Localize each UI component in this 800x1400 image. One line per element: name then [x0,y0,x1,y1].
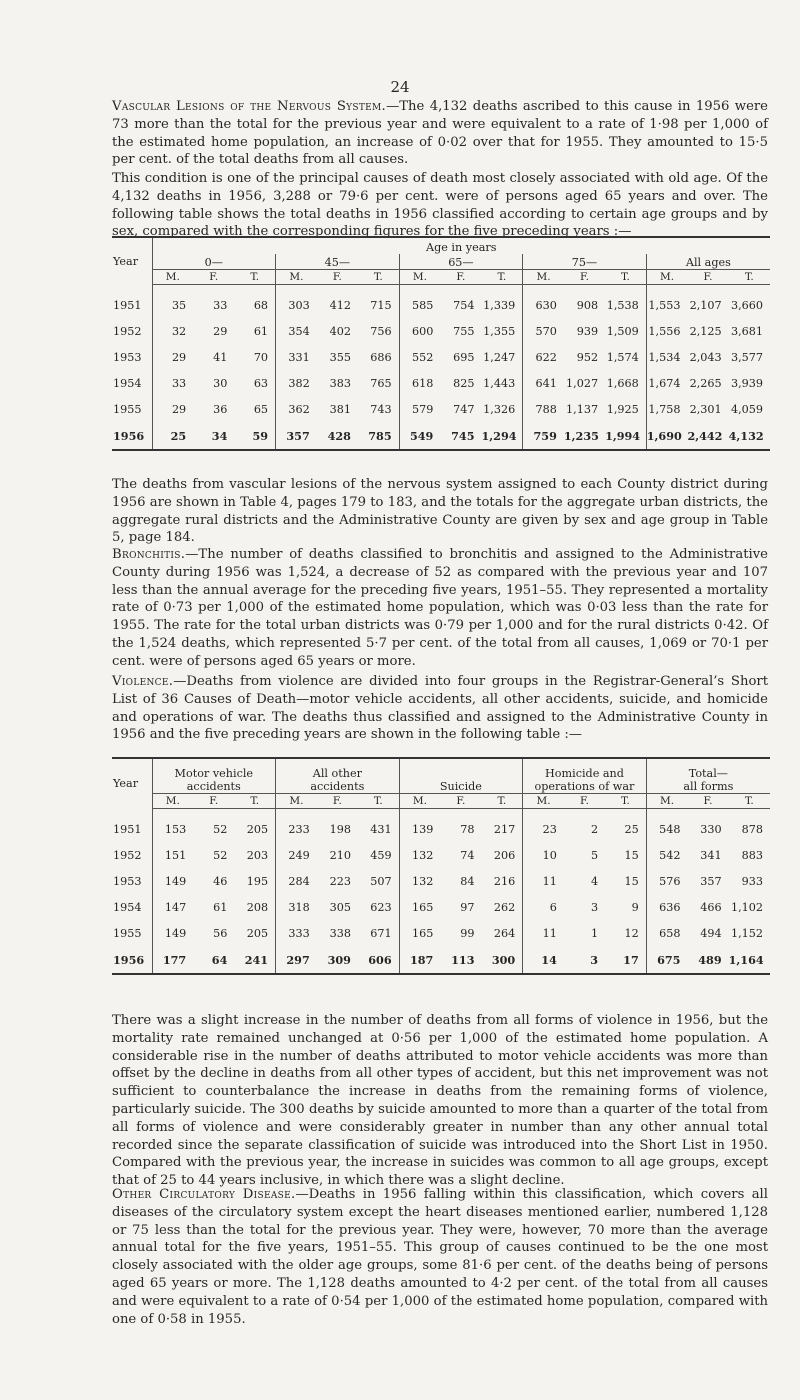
table-cell: 97 [460,901,475,914]
table-cell: 489 [698,952,722,967]
table-cell: 1,164 [728,952,764,967]
section-heading: Vascular Lesions of the Nervous System. [112,99,387,114]
table-cell: 585 [411,299,434,312]
table-cell: 755 [453,325,475,338]
table-cell: 305 [329,901,351,914]
table-cell: 46 [213,875,228,888]
section-heading: Violence. [112,674,174,689]
table-cell: 542 [659,849,681,862]
table-cell: 61 [213,901,228,914]
table-cell: 210 [329,849,351,862]
sex-subheader: F. [193,794,234,809]
table-cell: 5 [590,849,599,862]
group-header-line: operations of war [534,780,635,793]
table-row [112,293,770,319]
table-cell: 878 [741,823,763,836]
sex-subheader: M. [399,794,440,809]
table-cell: 2,125 [689,325,722,338]
table-cell: 412 [329,299,351,312]
sex-subheader: T. [605,270,646,285]
sex-subheader: F. [564,794,605,809]
table-cell: 3,681 [730,325,763,338]
table-cell: 12 [605,921,646,947]
table-cell: 35 [171,299,187,312]
table-cell: 636 [659,901,681,914]
table-cell: 132 [411,849,434,862]
table-cell: 15 [605,843,646,869]
table-cell: 151 [164,849,187,862]
year-cell: 1951 [112,293,152,319]
sex-subheader: T. [234,270,275,285]
table-cell: 754 [453,299,475,312]
table-cell: 9 [605,895,646,921]
table-cell: 600 [411,325,434,338]
table-cell: 147 [164,901,187,914]
sex-subheader: M. [646,270,687,285]
sex-subheader: T. [234,794,275,809]
table-cell: 2 [590,823,599,836]
table-cell: 576 [659,875,681,888]
table-cell: 264 [482,921,523,947]
table-cell: 149 [164,927,187,940]
group-header-line: all forms [683,780,734,793]
table-cell: 331 [288,351,310,364]
table-cell: 3 [590,901,599,914]
table-cell: 1,534 [648,351,681,364]
table-cell: 84 [460,875,475,888]
table-row [112,345,770,371]
group-header-line: Homicide and [545,767,624,780]
table-cell: 217 [482,817,523,843]
table-cell: 177 [162,952,187,967]
table-row [112,843,770,869]
table-cell: 357 [286,428,310,443]
sex-subheader: F. [193,270,234,285]
sex-subheader: F. [687,794,728,809]
table-cell: 715 [358,293,399,319]
table-cell: 64 [211,952,228,967]
table-cell: 333 [288,927,310,940]
year-cell: 1955 [112,921,152,947]
year-cell: 1953 [112,869,152,895]
table-cell: 1,235 [563,428,599,443]
group-header-line: accidents [186,780,241,793]
table-cell: 671 [358,921,399,947]
sex-subheader: M. [152,270,193,285]
page-number: 24 [390,78,410,96]
table-cell: 3,660 [730,299,763,312]
table-cell: 25 [170,428,187,443]
table-cell: 383 [329,377,351,390]
table-cell: 1,326 [482,397,523,423]
table-cell: 357 [700,875,722,888]
sex-subheader: M. [646,794,687,809]
table-cell: 11 [542,875,557,888]
table-cell: 952 [576,351,599,364]
table-cell: 65 [234,397,275,423]
sex-subheader: M. [276,270,317,285]
table-cell: 34 [211,428,228,443]
table-cell: 1,994 [605,423,646,450]
table-cell: 198 [329,823,351,836]
table-cell: 153 [164,823,187,836]
table-cell: 1 [590,927,599,940]
table-cell: 355 [329,351,351,364]
table-cell: 139 [411,823,434,836]
table-cell: 330 [700,823,722,836]
circulatory-paragraph [112,1186,768,1328]
table-cell: 74 [460,849,475,862]
table-cell: 203 [234,843,275,869]
group-header [399,759,523,794]
table-cell: 1,690 [646,428,682,443]
county-districts-paragraph: The deaths from vascular lesions of the nervous system assigned to each County district during 1956 are shown in Table 4, pages 179 to 183, and the totals for the aggregate urban districts, the aggregate rural districts and the Administrative County are given by sex and age group in Table 5, page 184. [112,477,768,546]
table-cell: 759 [533,428,557,443]
table-cell: 548 [659,823,681,836]
group-header: 0— [152,254,276,270]
table-cell: 61 [234,319,275,345]
year-cell: 1952 [112,319,152,345]
table-cell: 2,043 [689,351,722,364]
paragraph-text: —Deaths from violence are divided into four groups in the Registrar-General’s Short List of 36 Causes of Death—motor vehicle accidents, all other accidents, suicide, and homicide and operations of war. The deaths thus classified and assigned to the Administrative County in 1956 and the five preceding years are shown in the following table :— [112,674,768,743]
table-cell: 208 [234,895,275,921]
table-cell: 70 [234,345,275,371]
age-span-header: Age in years [426,241,497,254]
sex-subheader: T. [358,794,399,809]
table-cell: 52 [213,849,228,862]
year-cell: 1954 [112,895,152,921]
table-cell: 1,152 [730,927,763,940]
table-cell: 570 [535,325,557,338]
section-heading: Bronchitis. [112,547,186,562]
table-cell: 205 [234,921,275,947]
table-cell: 622 [535,351,557,364]
table-row [112,817,770,843]
table-cell: 149 [164,875,187,888]
table-cell: 23 [542,823,557,836]
table-cell: 309 [327,952,351,967]
paragraph-text: —Deaths in 1956 falling within this classification, which covers all diseases of the circulatory system except the heart diseases mentioned earlier, numbered 1,128 or 75 less than the total for the previous year. They were, however, 70 more than the average annual total for the five years, 1951–55. This group of causes continued to be the one most closely associated with the older age groups, some 81·6 per cent. of the deaths being of persons aged 65 years or more. The 1,128 deaths amounted to 4·2 per cent. of the total from all causes and were equivalent to a rate of 0·54 per 1,000 of the estimated home population, compared with one of 0·58 in 1955. [112,1187,768,1327]
table-cell: 1,925 [605,397,646,423]
table-row [112,423,770,450]
table-cell: 1,247 [482,345,523,371]
table-cell: 52 [213,823,228,836]
table-cell: 630 [535,299,557,312]
group-header-line: Motor vehicle [174,767,254,780]
table-cell: 618 [411,377,434,390]
table-cell: 908 [576,299,599,312]
paragraph-text: —The 4,132 deaths ascribed to this cause in 1956 were 73 more than the total for the previous year and were equivalent to a rate of 1·98 per 1,000 of the estimated home population, an increase of 0·02 over that for 1955. They amounted to 15·5 per cent. of the total deaths from all causes. [112,99,768,168]
year-cell: 1956 [112,947,152,974]
table-cell: 695 [453,351,475,364]
table-cell: 1,538 [605,293,646,319]
table-row [112,895,770,921]
table-cell: 36 [213,403,228,416]
table-cell: 939 [576,325,599,338]
violence-paragraph [112,673,768,744]
group-header [152,759,276,794]
table-cell: 284 [288,875,310,888]
table-cell: 362 [288,403,310,416]
table-cell: 658 [659,927,681,940]
table-cell: 1,553 [648,299,681,312]
age-intro-paragraph: This condition is one of the principal causes of death most closely associated with old age. Of the 4,132 deaths in 1956, 3,288 or 79·6 per cent. were of persons aged 65 years and over. The following table shows the total deaths in 1956 classified according to certain age groups and by sex, compared with the corresponding figures for the five preceding years :— [112,171,768,240]
table-cell: 459 [358,843,399,869]
group-header [276,759,400,794]
table-cell: 216 [482,869,523,895]
table-cell: 32 [171,325,187,338]
table-cell: 2,265 [689,377,722,390]
table-cell: 382 [288,377,310,390]
table-cell: 788 [535,403,557,416]
table-cell: 606 [358,947,399,974]
sex-subheader: M. [399,270,440,285]
table-cell: 3 [590,952,599,967]
table-cell: 675 [657,952,681,967]
violence-discussion-paragraph: There was a slight increase in the number of deaths from all forms of violence in 1956, but the mortality rate remained unchanged at 0·56 per 1,000 of the estimated home population. A considerable rise in the number of deaths attributed to motor vehicle accidents was more than offset by the decline in deaths from all other types of accident, but this net improvement was not sufficient to counterbalance the increase in deaths from the remaining forms of violence, particularly suicide. The 300 deaths by suicide amounted to more than a quarter of the total from all forms of violence and were considerably greater in number than any other annual total recorded since the separate classification of suicide was introduced into the Short List in 1950. Compared with the previous year, the increase in suicides was common to all age groups, except that of 25 to 44 years inclusive, in which there was a slight decline. [112,1013,768,1189]
table-cell: 318 [288,901,310,914]
group-header: All ages [685,256,731,269]
year-header: Year [112,759,152,809]
table-cell: 494 [700,927,722,940]
table-cell: 11 [542,927,557,940]
sex-subheader: T. [729,270,770,285]
table-cell: 29 [213,325,228,338]
sex-subheader: T. [605,794,646,809]
table-cell: 641 [535,377,557,390]
table-cell: 2,442 [687,428,723,443]
vascular-lesions-paragraph [112,98,768,169]
table-cell: 223 [329,875,351,888]
sex-subheader: F. [317,270,358,285]
table-cell: 743 [358,397,399,423]
table-cell: 41 [213,351,228,364]
table-cell: 33 [171,377,187,390]
table-cell: 402 [329,325,351,338]
table-cell: 338 [329,927,351,940]
section-heading: Other Circulatory Disease. [112,1187,296,1202]
table-cell: 113 [451,952,475,967]
table-cell: 507 [358,869,399,895]
table-cell: 825 [453,377,475,390]
table-cell: 300 [482,947,523,974]
table-cell: 1,339 [482,293,523,319]
sex-subheader: F. [687,270,728,285]
group-header [646,759,770,794]
table-cell: 549 [409,428,434,443]
table-cell: 25 [605,817,646,843]
table-cell: 623 [358,895,399,921]
table-cell: 303 [288,299,310,312]
table-cell: 765 [358,371,399,397]
group-header-line: Suicide [439,780,482,793]
table-cell: 59 [234,423,275,450]
table-cell: 29 [171,403,187,416]
table-cell: 206 [482,843,523,869]
table-cell: 4 [590,875,599,888]
table-cell: 241 [234,947,275,974]
table-cell: 1,137 [566,403,599,416]
sex-subheader: F. [440,794,481,809]
table-cell: 99 [460,927,475,940]
table-cell: 2,301 [689,403,722,416]
table-cell: 30 [213,377,228,390]
table-row [112,921,770,947]
table-cell: 1,443 [482,371,523,397]
year-header: Year [112,238,152,285]
table-cell: 883 [741,849,763,862]
table-cell: 4,059 [730,403,763,416]
table-cell: 1,355 [482,319,523,345]
table-cell: 3,577 [730,351,763,364]
table-cell: 15 [605,869,646,895]
table-cell: 4,132 [728,428,764,443]
sex-subheader: M. [152,794,193,809]
table-cell: 249 [288,849,310,862]
vascular-lesions-age-table [112,236,770,451]
table-cell: 297 [286,952,310,967]
year-cell: 1955 [112,397,152,423]
table-cell: 552 [411,351,434,364]
table-cell: 1,102 [730,901,763,914]
sex-subheader: T. [729,794,770,809]
table-cell: 1,668 [605,371,646,397]
table-cell: 6 [549,901,557,914]
year-cell: 1951 [112,817,152,843]
table-cell: 381 [329,403,351,416]
table-cell: 33 [213,299,228,312]
table-cell: 10 [542,849,557,862]
sex-subheader: F. [317,794,358,809]
table-cell: 3,939 [730,377,763,390]
table-cell: 1,574 [605,345,646,371]
table-cell: 745 [451,428,475,443]
table-cell: 17 [605,947,646,974]
bronchitis-paragraph [112,546,768,671]
table-cell: 756 [358,319,399,345]
table-cell: 341 [700,849,722,862]
table-cell: 165 [411,927,434,940]
table-cell: 233 [288,823,310,836]
group-header: 65— [399,254,523,270]
table-row [112,397,770,423]
sex-subheader: F. [440,270,481,285]
year-cell: 1954 [112,371,152,397]
sex-subheader: F. [564,270,605,285]
sex-subheader: T. [482,794,523,809]
table-cell: 466 [700,901,722,914]
table-cell: 68 [234,293,275,319]
group-header: 45— [276,254,400,270]
table-row [112,947,770,974]
table-cell: 579 [411,403,434,416]
group-header-line: Total— [688,767,728,780]
table-row [112,371,770,397]
table-cell: 14 [541,952,557,967]
table-cell: 29 [171,351,187,364]
group-header-line: All other [312,767,362,780]
table-cell: 63 [234,371,275,397]
paragraph-text: —The number of deaths classified to bronchitis and assigned to the Administrative County during 1956 was 1,524, a decrease of 52 as compared with the previous year and 107 less than the annual average for the preceding five years, 1951–55. They represented a mortality rate of 0·73 per 1,000 of the estimated home population, which was 0·03 less than the rate for 1955. The rate for the total urban districts was 0·79 per 1,000 and for the rural districts 0·42. Of the 1,524 deaths, which represented 5·7 per cent. of the total from all causes, 1,069 or 70·1 per cent. were of persons aged 65 years or more. [112,547,768,669]
group-header [523,759,647,794]
table-cell: 933 [741,875,763,888]
table-cell: 354 [288,325,310,338]
sex-subheader: T. [358,270,399,285]
table-cell: 165 [411,901,434,914]
table-cell: 686 [358,345,399,371]
table-cell: 1,674 [648,377,681,390]
table-cell: 195 [234,869,275,895]
table-cell: 428 [327,428,351,443]
table-cell: 187 [409,952,434,967]
table-cell: 56 [213,927,228,940]
sex-subheader: T. [482,270,523,285]
table-cell: 785 [358,423,399,450]
group-header: 75— [523,254,647,270]
group-header-line: accidents [310,780,365,793]
sex-subheader: M. [523,794,564,809]
sex-subheader: M. [276,794,317,809]
table-row [112,319,770,345]
table-cell: 132 [411,875,434,888]
table-cell: 1,294 [482,423,523,450]
table-cell: 1,509 [605,319,646,345]
table-cell: 262 [482,895,523,921]
table-cell: 205 [234,817,275,843]
table-cell: 2,107 [689,299,722,312]
violence-deaths-table [112,757,770,975]
table-cell: 747 [453,403,475,416]
table-cell: 431 [358,817,399,843]
table-row [112,869,770,895]
year-cell: 1956 [112,423,152,450]
table-cell: 1,758 [648,403,681,416]
year-cell: 1953 [112,345,152,371]
table-cell: 1,027 [566,377,599,390]
table-cell: 1,556 [648,325,681,338]
year-cell: 1952 [112,843,152,869]
sex-subheader: M. [523,270,564,285]
table-cell: 78 [460,823,475,836]
